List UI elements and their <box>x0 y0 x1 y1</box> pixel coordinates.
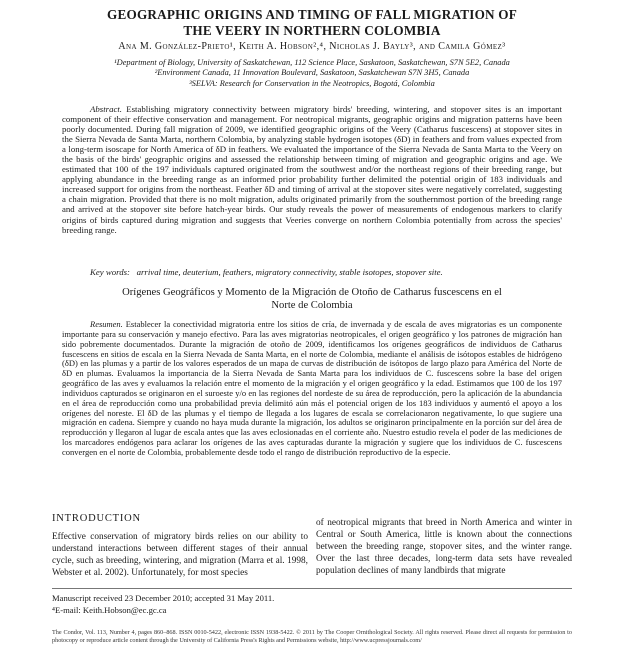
abstract-label: Abstract. <box>90 104 123 114</box>
affiliation-3: ³SELVA: Research for Conservation in the Neotropics, Bogotá, Colombia <box>189 78 435 88</box>
keywords <box>90 267 570 277</box>
spanish-title-line-2: Norte de Colombia <box>271 299 353 311</box>
abstract <box>62 104 562 235</box>
resumen-text: Establecer la conectividad migratoria entre los sitios de cría, de invernada y de escala de aves migratorias es un componente importante para su conservación y manejo efectivo. Para las aves migratorias neotropicales, el origen geográfico y los patrones de migración han sido pobremente documentados. Durante la migración de otoño de 2009, identificamos los orígenes geográficos de individuos de Catharus fuscescens en sitios de escala en la Sierra Nevada de Santa Marta, en el norte de Colombia, mediante el análisis de isótopos estables de hidrógeno (δD) en las plumas y a partir de los valores esperados de un mapa de curvas de distribución de isótopos de largo plazo para América del Norte de δD en plumas. Evaluamos la importancia de la Sierra Nevada de Santa Marta para los individuos de C. fuscescens sobre la base del origen geográfico de las aves y evaluamos la relación entre el momento de la migración y el origen geográfico y la edad. Estimamos que 100 de los 197 individuos capturados se originaron en el suroeste y/o en las regiones del nordeste de su área de reproducción, pero la aplicación de la abundancia en el área de reproducción como una probabilidad previa delimitó aún más el potencial origen de los 183 individuos y aumentó el apoyo a los orígenes del noreste. El δD de las plumas y el tiempo de llegada a los lugares de escala se correlacionaron negativamente, lo que sugiere una migración en cadena. Siempre y cuando no haya muda durante la migración, los adultos se originaron principalmente en la porción sur del área de reproducción y llegaron al lugar de escala antes que las aves eclosionadas en el corriente año. Nuestro estudio revela el poder de las mediciones de los marcadores endógenos para aclarar los orígenes de las aves capturadas durante la migración y sugiere que los individuos de C. fuscescens convergen en el norte de Colombia, probablemente desde todo el rango de distribución reproductivo de la especie. <box>62 319 563 457</box>
introduction-right-column: of neotropical migrants that breed in North America and winter in Central or South America, little is known about the connections between the breeding range, stopover sites, and the winter range. Over the last three decades, long-term data sets have revealed population declines of many landbirds that migrate <box>316 518 572 577</box>
author-list: Ana M. González-Prieto¹, Keith A. Hobson²,⁴, Nicholas J. Bayly³, and Camila Gómez³ <box>118 41 506 52</box>
spanish-title-line-1: Orígenes Geográficos y Momento de la Migración de Otoño de Catharus fuscescens en el <box>122 287 502 298</box>
resumen <box>62 320 562 458</box>
spanish-title <box>0 287 624 312</box>
introduction-heading: INTRODUCTION <box>52 513 141 524</box>
footnote-divider <box>52 588 572 589</box>
title-line-1: GEOGRAPHIC ORIGINS AND TIMING OF FALL MIGRATION OF <box>107 7 517 22</box>
paper-title <box>0 7 624 39</box>
footnotes <box>52 593 274 616</box>
abstract-text: Establishing migratory connectivity between migratory birds' breeding, wintering, and stopover sites is an important component of their effective conservation and management. For neotropical migrants, geographic origins and migration patterns have been poorly documented. During fall migration of 2009, we identified geographic origins of the Veery (Catharus fuscescens) at stopover sites in the Sierra Nevada de Santa Marta, northern Colombia, by analyzing stable hydrogen isotopes (δD) in feathers and from values expected from a long-term isoscape for North America of δD in feathers. We evaluated the importance of the Sierra Nevada de Santa Marta to the Veery on the basis of the birds' geographic origins and assessed the relationship between timing of migration and geographic origins and age. We estimated that 100 of the 197 individuals captured originated from the southwest and/or the northeast regions of their breeding range, but applying abundance in the breeding range as an informed prior probability further delimited the potential origin of 183 individuals and increased support for origins from the northeast. Feather δD and timing of arrival at the stopover sites were negatively correlated, suggesting a chain migration. Provided that there is no molt migration, adults originated primarily from the southernmost portion of the breeding range and arrived at the stopover site before hatch-year birds. Our study reveals the power of measurements of endogenous markers to clarify origins of birds captured during migration and suggests that Veeries converge on northern Colombia potentially from across the species' breeding range. <box>62 104 562 235</box>
affiliation-2: ²Environment Canada, 11 Innovation Boulevard, Saskatoon, Saskatchewan S7N 3H5, Canada <box>154 68 470 78</box>
title-line-2: THE VEERY IN NORTHERN COLOMBIA <box>183 23 441 38</box>
manuscript-dates: Manuscript received 23 December 2010; accepted 31 May 2011. <box>52 593 275 603</box>
keywords-text: arrival time, deuterium, feathers, migratory connectivity, stable isotopes, stopover site. <box>136 267 443 277</box>
keywords-label: Key words: <box>90 267 130 277</box>
introduction-left-column: Effective conservation of migratory birds relies on our ability to understand interactions between different stages of their annual cycle, such as breeding, wintering, and migration (Marra et al. 1998, Webster et al. 2002). Unfortunately, for most species <box>52 532 308 579</box>
corresponding-email: ⁴E-mail: Keith.Hobson@ec.gc.ca <box>52 604 167 615</box>
affiliation-1: ¹Department of Biology, University of Saskatchewan, 112 Science Place, Saskatoon, Saskatchewan, S7N 5E2, Canada <box>114 58 510 67</box>
affiliations <box>0 58 624 89</box>
resumen-label: Resumen. <box>90 319 123 329</box>
journal-footer: The Condor, Vol. 113, Number 4, pages 860–868. ISSN 0010-5422, electronic ISSN 1938-5422. © 2011 by The Cooper Ornithological Society. All rights reserved. Please direct all requests for permission to photocopy or reproduce article content through the University of California Press's Rights and Permissions website, http://www.ucpressjournals.com/ <box>52 629 572 645</box>
